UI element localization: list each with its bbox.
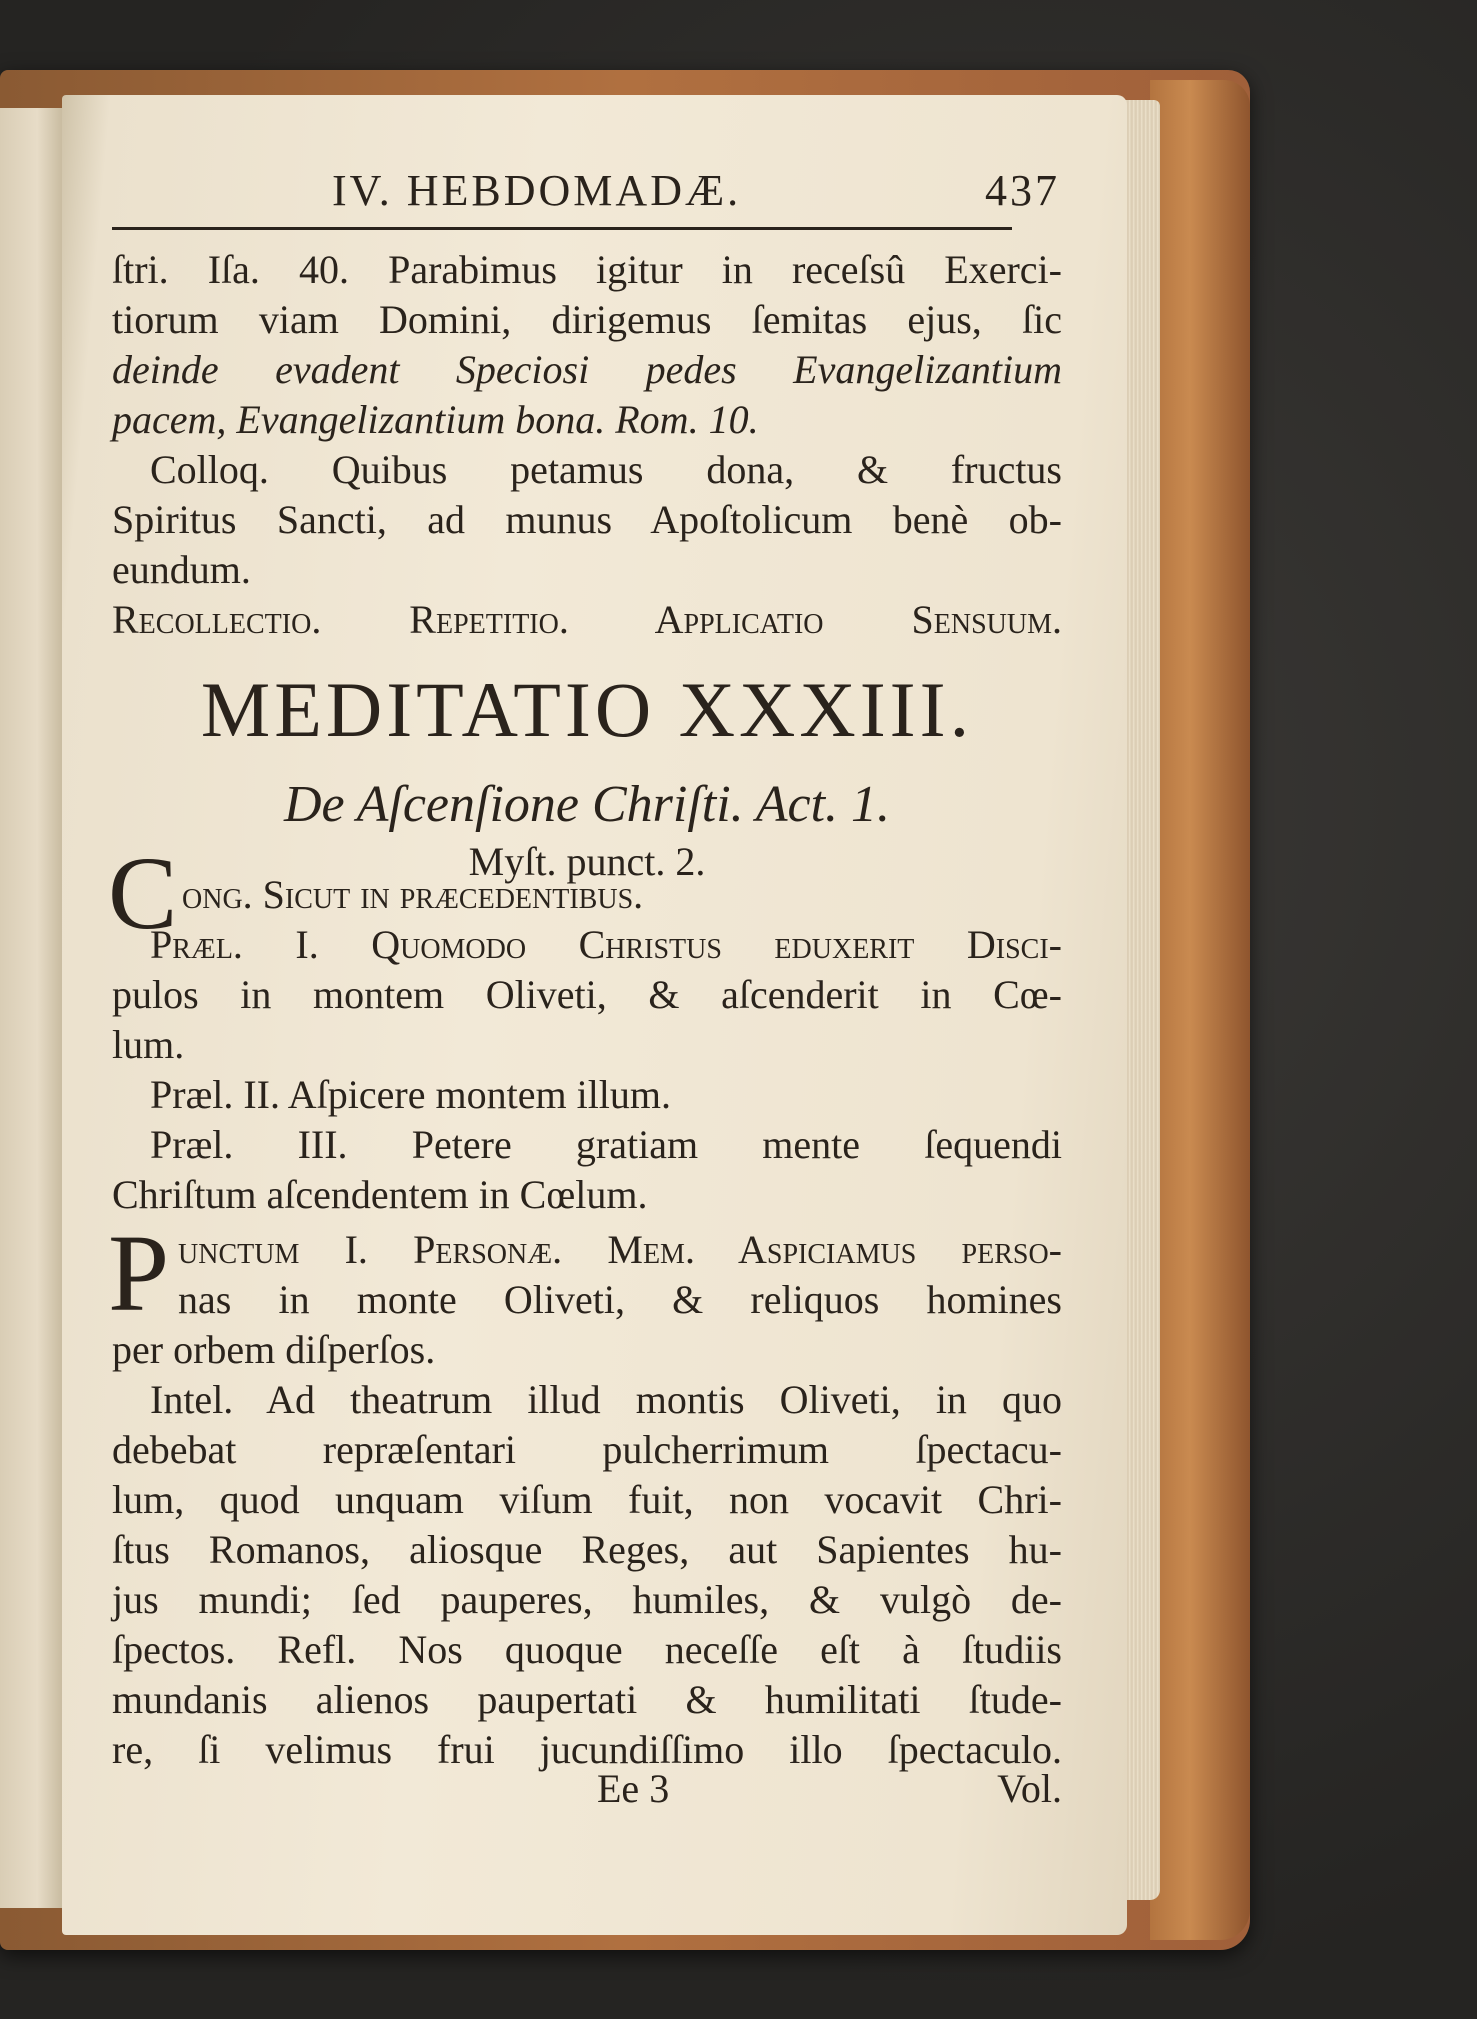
prael-line: Præl. I. Quomodo Chriſtus eduxerit Diſci- <box>150 922 1062 967</box>
text-line: pacem, Evangelizantium bona. Rom. 10. <box>112 397 759 442</box>
punctum-line: unctum I. Personæ. Mem. Aſpiciamus perſo- <box>178 1227 1062 1272</box>
text-line: deinde evadent Speciosi pedes Evangelizantium <box>112 347 1062 392</box>
text-line: ſtri. Iſa. 40. Parabimus igitur in receſsû Exerci- <box>112 247 1062 292</box>
punctum-line: nas in monte Oliveti, & reliquos homines <box>178 1277 1062 1322</box>
prael-line: Præl. III. Petere gratiam mente ſequendi <box>150 1122 1062 1167</box>
prael-line: lum. <box>112 1022 185 1067</box>
drop-cap-p: P <box>108 1212 170 1334</box>
text-block-top <box>112 245 1062 645</box>
intel-line: debebat repræſentari pulcherrimum ſpectacu- <box>112 1427 1062 1472</box>
intel-line: jus mundi; ſed pauperes, humiles, & vulgò de- <box>112 1577 1062 1622</box>
page-header <box>112 165 1062 225</box>
intel-line: ſpectos. Refl. Nos quoque neceſſe eſt à ſtudiis <box>112 1627 1062 1672</box>
cong-line: ong. Sicut in præcedentibus. <box>182 872 644 917</box>
prael-line: Præl. II. Aſpicere montem illum. <box>150 1072 672 1117</box>
facing-page-edge <box>0 108 62 1908</box>
meditation-subtitle: De Aſcenſione Chriſti. Act. 1. <box>283 776 891 833</box>
book-cover-edge <box>1150 80 1250 1940</box>
text-block-punctum <box>112 1225 1062 1775</box>
signature-mark: Ee 3 <box>597 1766 670 1811</box>
running-title: IV. HEBDOMADÆ. <box>332 166 742 215</box>
intel-line: lum, quod unquam viſum fuit, non vocavit Chri- <box>112 1477 1062 1522</box>
intel-line: re, ſi velimus frui jucundiſſimo illo ſpectaculo. <box>112 1727 1062 1772</box>
intel-line: Intel. Ad theatrum illud montis Oliveti, in quo <box>150 1377 1062 1422</box>
drop-cap-c: C <box>108 836 178 951</box>
page-number: 437 <box>985 166 1060 215</box>
text-line: eundum. <box>112 547 251 592</box>
colloquy-line: Colloq. Quibus petamus dona, & fructus <box>150 447 1062 492</box>
meditation-title: MEDITATIO XXXIII. <box>200 666 974 753</box>
prael-line: Chriſtum aſcendentem in Cœlum. <box>112 1172 648 1217</box>
page-footer <box>112 1765 1062 1815</box>
catchword: Vol. <box>997 1766 1062 1811</box>
text-line: Spiritus Sancti, ad munus Apoſtolicum benè ob- <box>112 497 1062 542</box>
recollectio-line: Recollectio. Repetitio. Applicatio Sensuum. <box>112 597 1062 642</box>
text-block-praeludia <box>112 870 1062 1220</box>
intel-line: ſtus Romanos, aliosque Reges, aut Sapientes hu- <box>112 1527 1062 1572</box>
text-line: tiorum viam Domini, dirigemus ſemitas ejus, ſic <box>112 297 1062 342</box>
prael-line: pulos in montem Oliveti, & aſcenderit in Cœ- <box>112 972 1062 1017</box>
punctum-line: per orbem diſperſos. <box>112 1327 436 1372</box>
mystery-line: Myſt. punct. 2. <box>468 839 706 884</box>
header-rule <box>112 227 1012 230</box>
intel-line: mundanis alienos paupertati & humilitati ſtude- <box>112 1677 1062 1722</box>
